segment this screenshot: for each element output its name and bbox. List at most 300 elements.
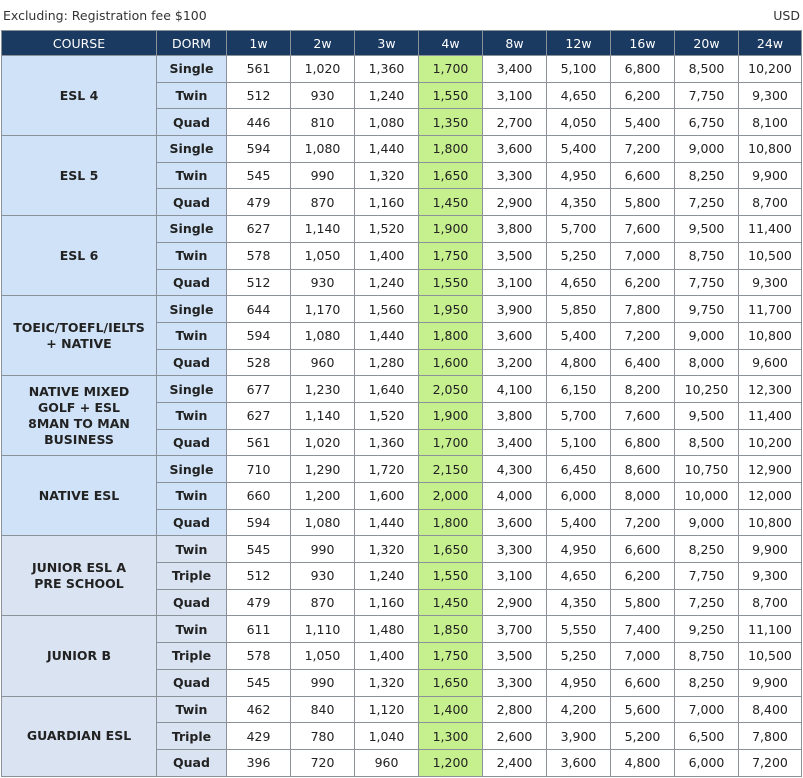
header-course: COURSE (2, 31, 157, 56)
price-cell: 990 (291, 536, 355, 563)
price-cell: 3,600 (483, 136, 547, 163)
dorm-type: Triple (157, 563, 227, 590)
price-cell: 479 (227, 589, 291, 616)
price-cell: 1,640 (355, 376, 419, 403)
price-cell-highlighted: 1,800 (419, 136, 483, 163)
price-cell: 6,200 (611, 563, 675, 590)
price-cell: 2,700 (483, 109, 547, 136)
price-cell: 396 (227, 749, 291, 776)
header-duration: 16w (611, 31, 675, 56)
price-cell: 9,900 (739, 669, 802, 696)
price-cell: 8,750 (675, 643, 739, 670)
price-cell: 2,900 (483, 589, 547, 616)
course-name: JUNIOR B (2, 616, 157, 696)
top-bar (0, 0, 803, 30)
dorm-type: Triple (157, 723, 227, 750)
price-cell: 1,240 (355, 269, 419, 296)
price-cell: 3,400 (483, 56, 547, 83)
price-cell: 8,250 (675, 162, 739, 189)
price-cell: 5,800 (611, 189, 675, 216)
price-cell: 8,100 (739, 109, 802, 136)
price-cell: 3,100 (483, 269, 547, 296)
price-cell-highlighted: 1,650 (419, 162, 483, 189)
price-cell: 545 (227, 536, 291, 563)
price-cell: 1,290 (291, 456, 355, 483)
price-cell: 7,250 (675, 589, 739, 616)
price-cell-highlighted: 1,550 (419, 82, 483, 109)
price-cell: 4,950 (547, 162, 611, 189)
price-cell: 11,400 (739, 216, 802, 243)
price-cell: 7,800 (611, 296, 675, 323)
price-cell: 1,240 (355, 82, 419, 109)
price-cell-highlighted: 1,800 (419, 509, 483, 536)
price-cell: 6,600 (611, 536, 675, 563)
price-cell: 4,950 (547, 536, 611, 563)
header-duration: 24w (739, 31, 802, 56)
price-cell: 5,400 (547, 136, 611, 163)
price-cell: 10,800 (739, 322, 802, 349)
dorm-type: Single (157, 136, 227, 163)
currency-label: USD (773, 8, 800, 23)
price-cell: 3,600 (483, 509, 547, 536)
price-cell: 1,280 (355, 349, 419, 376)
price-cell: 870 (291, 189, 355, 216)
price-cell-highlighted: 1,850 (419, 616, 483, 643)
dorm-type: Twin (157, 322, 227, 349)
price-cell: 6,200 (611, 82, 675, 109)
price-cell: 8,000 (675, 349, 739, 376)
price-cell: 4,800 (611, 749, 675, 776)
price-cell: 1,520 (355, 402, 419, 429)
price-cell: 3,700 (483, 616, 547, 643)
price-cell: 5,400 (611, 109, 675, 136)
price-cell: 5,850 (547, 296, 611, 323)
price-cell: 5,100 (547, 429, 611, 456)
price-cell: 6,800 (611, 56, 675, 83)
price-cell: 7,200 (611, 509, 675, 536)
price-cell: 1,600 (355, 483, 419, 510)
price-cell: 1,140 (291, 402, 355, 429)
price-cell: 8,200 (611, 376, 675, 403)
price-cell: 8,600 (611, 456, 675, 483)
price-cell: 990 (291, 669, 355, 696)
price-cell: 429 (227, 723, 291, 750)
header-duration: 4w (419, 31, 483, 56)
price-cell: 8,250 (675, 669, 739, 696)
price-cell: 6,800 (611, 429, 675, 456)
price-cell: 12,300 (739, 376, 802, 403)
price-cell: 644 (227, 296, 291, 323)
price-cell: 7,000 (611, 643, 675, 670)
price-cell: 5,700 (547, 216, 611, 243)
header-dorm: DORM (157, 31, 227, 56)
price-cell: 594 (227, 322, 291, 349)
price-cell: 3,900 (547, 723, 611, 750)
price-cell: 4,650 (547, 563, 611, 590)
price-cell: 9,600 (739, 349, 802, 376)
price-cell: 561 (227, 56, 291, 83)
price-cell: 1,020 (291, 429, 355, 456)
price-cell: 7,250 (675, 189, 739, 216)
dorm-type: Quad (157, 429, 227, 456)
price-cell: 8,750 (675, 242, 739, 269)
price-cell-highlighted: 1,600 (419, 349, 483, 376)
price-cell: 7,400 (611, 616, 675, 643)
dorm-type: Quad (157, 269, 227, 296)
price-cell: 10,800 (739, 136, 802, 163)
price-cell: 5,250 (547, 242, 611, 269)
dorm-type: Single (157, 456, 227, 483)
header-duration: 20w (675, 31, 739, 56)
price-cell: 611 (227, 616, 291, 643)
price-cell: 4,050 (547, 109, 611, 136)
price-cell: 9,900 (739, 162, 802, 189)
price-cell: 446 (227, 109, 291, 136)
price-cell: 3,200 (483, 349, 547, 376)
table-row (2, 376, 802, 403)
price-cell: 512 (227, 563, 291, 590)
price-cell: 1,440 (355, 136, 419, 163)
price-cell: 6,000 (675, 749, 739, 776)
dorm-type: Quad (157, 669, 227, 696)
price-cell: 1,050 (291, 643, 355, 670)
price-cell: 810 (291, 109, 355, 136)
price-cell-highlighted: 1,350 (419, 109, 483, 136)
price-cell: 1,520 (355, 216, 419, 243)
price-cell-highlighted: 1,450 (419, 189, 483, 216)
price-cell: 1,080 (355, 109, 419, 136)
price-cell: 8,500 (675, 429, 739, 456)
course-name: NATIVE ESL (2, 456, 157, 536)
registration-fee-note: Excluding: Registration fee $100 (3, 8, 207, 23)
price-cell-highlighted: 1,450 (419, 589, 483, 616)
price-cell: 9,750 (675, 296, 739, 323)
price-cell: 4,100 (483, 376, 547, 403)
table-row (2, 696, 802, 723)
price-cell: 930 (291, 269, 355, 296)
price-cell: 3,500 (483, 242, 547, 269)
price-cell: 4,350 (547, 589, 611, 616)
price-cell: 8,700 (739, 189, 802, 216)
price-cell: 545 (227, 162, 291, 189)
price-cell-highlighted: 1,300 (419, 723, 483, 750)
price-cell-highlighted: 1,950 (419, 296, 483, 323)
price-cell: 6,200 (611, 269, 675, 296)
price-cell-highlighted: 1,550 (419, 563, 483, 590)
price-cell: 11,100 (739, 616, 802, 643)
price-cell: 660 (227, 483, 291, 510)
price-cell: 7,600 (611, 216, 675, 243)
price-cell: 4,650 (547, 82, 611, 109)
price-cell: 7,200 (739, 749, 802, 776)
price-cell: 12,000 (739, 483, 802, 510)
dorm-type: Single (157, 216, 227, 243)
price-cell: 7,750 (675, 269, 739, 296)
course-name: JUNIOR ESL A PRE SCHOOL (2, 536, 157, 616)
price-cell: 1,080 (291, 509, 355, 536)
price-cell: 4,300 (483, 456, 547, 483)
price-cell: 3,800 (483, 402, 547, 429)
price-cell: 512 (227, 82, 291, 109)
header-duration: 12w (547, 31, 611, 56)
price-cell: 5,800 (611, 589, 675, 616)
price-cell: 2,600 (483, 723, 547, 750)
price-cell: 1,720 (355, 456, 419, 483)
price-cell-highlighted: 1,900 (419, 216, 483, 243)
price-cell: 5,400 (547, 322, 611, 349)
price-cell: 9,300 (739, 563, 802, 590)
price-cell: 9,250 (675, 616, 739, 643)
price-cell: 3,600 (547, 749, 611, 776)
price-cell-highlighted: 2,000 (419, 483, 483, 510)
price-cell: 1,440 (355, 322, 419, 349)
price-cell: 5,250 (547, 643, 611, 670)
price-cell-highlighted: 1,400 (419, 696, 483, 723)
price-cell: 1,320 (355, 669, 419, 696)
price-cell: 6,600 (611, 162, 675, 189)
price-cell: 1,320 (355, 162, 419, 189)
price-cell: 4,000 (483, 483, 547, 510)
header-row (2, 31, 802, 56)
price-cell: 10,500 (739, 643, 802, 670)
dorm-type: Quad (157, 749, 227, 776)
header-duration: 1w (227, 31, 291, 56)
price-cell: 720 (291, 749, 355, 776)
header-duration: 8w (483, 31, 547, 56)
price-cell: 594 (227, 136, 291, 163)
dorm-type: Quad (157, 589, 227, 616)
course-name: ESL 4 (2, 56, 157, 136)
price-cell: 780 (291, 723, 355, 750)
price-cell: 1,400 (355, 643, 419, 670)
dorm-type: Twin (157, 82, 227, 109)
price-cell: 10,200 (739, 56, 802, 83)
price-cell: 3,400 (483, 429, 547, 456)
price-cell: 9,000 (675, 322, 739, 349)
table-row (2, 536, 802, 563)
price-cell: 930 (291, 82, 355, 109)
dorm-type: Triple (157, 643, 227, 670)
price-cell-highlighted: 1,750 (419, 242, 483, 269)
price-cell: 990 (291, 162, 355, 189)
price-cell: 4,200 (547, 696, 611, 723)
dorm-type: Quad (157, 109, 227, 136)
price-cell: 930 (291, 563, 355, 590)
price-cell: 479 (227, 189, 291, 216)
table-row (2, 216, 802, 243)
price-cell: 960 (355, 749, 419, 776)
price-cell: 10,250 (675, 376, 739, 403)
table-row (2, 136, 802, 163)
price-cell: 10,800 (739, 509, 802, 536)
price-cell: 1,360 (355, 56, 419, 83)
price-cell: 545 (227, 669, 291, 696)
price-cell: 9,500 (675, 402, 739, 429)
price-cell: 1,040 (355, 723, 419, 750)
price-cell: 1,320 (355, 536, 419, 563)
price-cell-highlighted: 1,700 (419, 56, 483, 83)
price-cell: 4,800 (547, 349, 611, 376)
table-row (2, 56, 802, 83)
price-cell: 1,230 (291, 376, 355, 403)
price-cell-highlighted: 1,700 (419, 429, 483, 456)
price-cell: 561 (227, 429, 291, 456)
price-cell: 7,200 (611, 136, 675, 163)
price-cell: 4,950 (547, 669, 611, 696)
price-cell: 1,080 (291, 136, 355, 163)
price-cell: 9,900 (739, 536, 802, 563)
price-cell: 9,000 (675, 509, 739, 536)
dorm-type: Twin (157, 616, 227, 643)
price-cell: 3,300 (483, 162, 547, 189)
price-table-body (2, 56, 802, 777)
price-cell: 1,480 (355, 616, 419, 643)
price-cell: 3,500 (483, 643, 547, 670)
dorm-type: Single (157, 56, 227, 83)
price-cell: 1,080 (291, 322, 355, 349)
dorm-type: Single (157, 296, 227, 323)
price-cell-highlighted: 1,900 (419, 402, 483, 429)
course-name: ESL 5 (2, 136, 157, 216)
header-duration: 3w (355, 31, 419, 56)
price-cell: 9,000 (675, 136, 739, 163)
price-cell: 1,200 (291, 483, 355, 510)
price-cell: 6,600 (611, 669, 675, 696)
price-cell: 7,000 (675, 696, 739, 723)
price-cell: 1,170 (291, 296, 355, 323)
price-cell: 710 (227, 456, 291, 483)
price-cell: 840 (291, 696, 355, 723)
price-cell: 9,300 (739, 82, 802, 109)
price-cell: 1,400 (355, 242, 419, 269)
price-cell: 7,750 (675, 82, 739, 109)
price-cell: 5,100 (547, 56, 611, 83)
price-cell: 11,400 (739, 402, 802, 429)
price-cell-highlighted: 1,800 (419, 322, 483, 349)
dorm-type: Twin (157, 536, 227, 563)
price-cell: 6,750 (675, 109, 739, 136)
price-cell-highlighted: 2,050 (419, 376, 483, 403)
price-cell: 10,500 (739, 242, 802, 269)
price-cell: 3,300 (483, 669, 547, 696)
price-cell: 9,300 (739, 269, 802, 296)
table-row (2, 616, 802, 643)
price-cell: 578 (227, 242, 291, 269)
price-cell: 1,110 (291, 616, 355, 643)
price-cell: 3,800 (483, 216, 547, 243)
header-duration: 2w (291, 31, 355, 56)
price-cell: 627 (227, 402, 291, 429)
price-cell: 11,700 (739, 296, 802, 323)
price-cell-highlighted: 2,150 (419, 456, 483, 483)
dorm-type: Twin (157, 242, 227, 269)
price-cell: 8,500 (675, 56, 739, 83)
price-cell: 5,200 (611, 723, 675, 750)
dorm-type: Twin (157, 402, 227, 429)
price-cell: 528 (227, 349, 291, 376)
price-cell: 5,700 (547, 402, 611, 429)
dorm-type: Quad (157, 509, 227, 536)
price-cell: 1,120 (355, 696, 419, 723)
course-name: TOEIC/TOEFL/IELTS + NATIVE (2, 296, 157, 376)
price-cell: 4,650 (547, 269, 611, 296)
price-cell: 10,000 (675, 483, 739, 510)
price-cell: 7,800 (739, 723, 802, 750)
price-cell: 3,100 (483, 82, 547, 109)
price-cell: 960 (291, 349, 355, 376)
price-cell: 10,750 (675, 456, 739, 483)
price-cell-highlighted: 1,650 (419, 536, 483, 563)
dorm-type: Quad (157, 349, 227, 376)
price-cell: 594 (227, 509, 291, 536)
price-cell: 5,600 (611, 696, 675, 723)
price-cell: 1,360 (355, 429, 419, 456)
dorm-type: Quad (157, 189, 227, 216)
table-row (2, 296, 802, 323)
price-cell: 3,900 (483, 296, 547, 323)
price-cell: 1,440 (355, 509, 419, 536)
price-cell: 9,500 (675, 216, 739, 243)
price-cell: 6,000 (547, 483, 611, 510)
price-cell-highlighted: 1,200 (419, 749, 483, 776)
price-cell: 2,800 (483, 696, 547, 723)
price-cell: 870 (291, 589, 355, 616)
price-cell: 627 (227, 216, 291, 243)
price-cell: 6,150 (547, 376, 611, 403)
course-name: GUARDIAN ESL (2, 696, 157, 776)
price-cell: 5,400 (547, 509, 611, 536)
table-row (2, 456, 802, 483)
price-cell: 462 (227, 696, 291, 723)
dorm-type: Twin (157, 162, 227, 189)
price-cell: 677 (227, 376, 291, 403)
price-cell: 1,160 (355, 589, 419, 616)
price-cell: 7,200 (611, 322, 675, 349)
price-cell: 2,900 (483, 189, 547, 216)
price-cell: 578 (227, 643, 291, 670)
price-cell: 10,200 (739, 429, 802, 456)
price-cell: 8,250 (675, 536, 739, 563)
price-cell: 3,600 (483, 322, 547, 349)
price-cell: 1,140 (291, 216, 355, 243)
price-cell: 7,600 (611, 402, 675, 429)
price-cell-highlighted: 1,650 (419, 669, 483, 696)
price-cell: 1,160 (355, 189, 419, 216)
price-cell: 4,350 (547, 189, 611, 216)
price-cell: 12,900 (739, 456, 802, 483)
price-cell: 6,500 (675, 723, 739, 750)
price-cell: 2,400 (483, 749, 547, 776)
dorm-type: Twin (157, 483, 227, 510)
price-cell: 8,000 (611, 483, 675, 510)
price-cell: 1,050 (291, 242, 355, 269)
price-table (1, 30, 802, 777)
price-cell: 8,400 (739, 696, 802, 723)
price-cell: 8,700 (739, 589, 802, 616)
price-cell: 3,100 (483, 563, 547, 590)
price-cell: 7,000 (611, 242, 675, 269)
course-name: NATIVE MIXED GOLF + ESL 8MAN TO MAN BUSINESS (2, 376, 157, 456)
price-cell: 1,560 (355, 296, 419, 323)
price-cell: 6,400 (611, 349, 675, 376)
price-cell: 5,550 (547, 616, 611, 643)
price-cell: 6,450 (547, 456, 611, 483)
price-cell: 7,750 (675, 563, 739, 590)
dorm-type: Single (157, 376, 227, 403)
price-cell: 512 (227, 269, 291, 296)
price-cell-highlighted: 1,750 (419, 643, 483, 670)
price-cell-highlighted: 1,550 (419, 269, 483, 296)
